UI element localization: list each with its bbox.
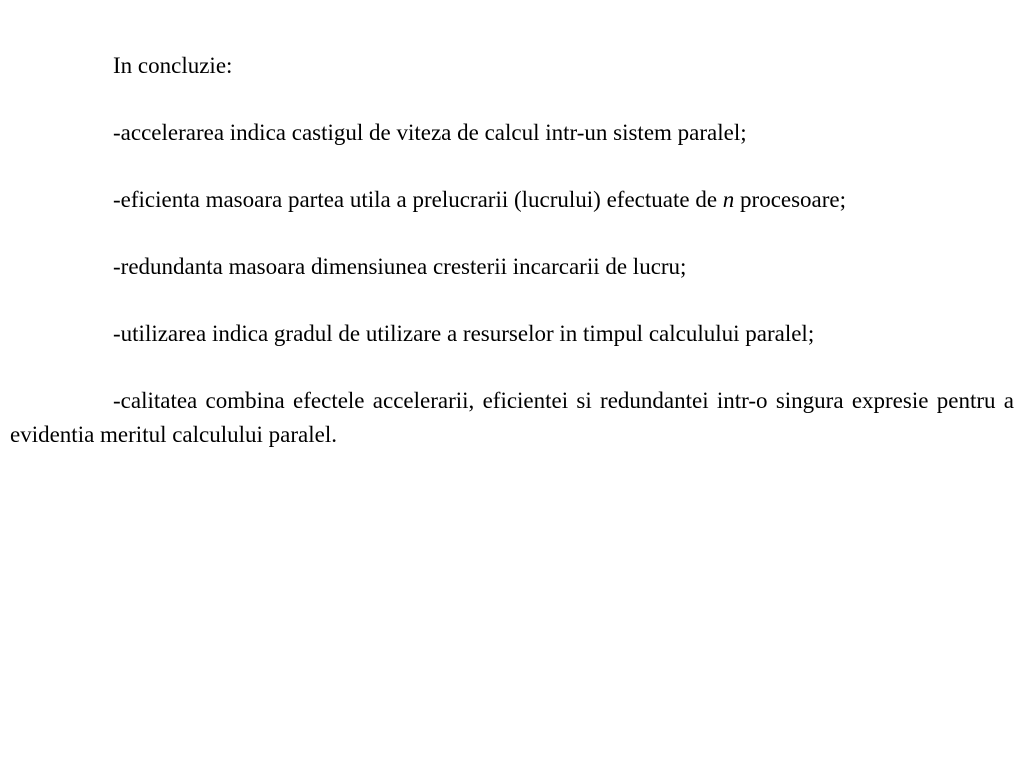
efficiency-text: -eficienta masoara partea utila a prelucrarii (lucrului) efectuate de <box>113 187 723 212</box>
list-item-efficiency <box>10 183 1014 217</box>
document-page <box>10 49 1014 452</box>
list-item-speedup: -accelerarea indica castigul de viteza de calcul intr-un sistem paralel; <box>113 120 747 145</box>
list-item-utilization: -utilizarea indica gradul de utilizare a resurselor in timpul calculului paralel; <box>113 321 815 346</box>
efficiency-text-end: procesoare; <box>734 187 847 212</box>
conclusion-heading: In concluzie: <box>113 53 233 78</box>
n-variable: n <box>722 187 735 212</box>
list-item-quality: -calitatea combina efectele accelerarii, eficientei si redundantei intr-o singura expresie pentru a evidentia meritul calculului paralel. <box>10 388 1014 447</box>
list-item-redundancy: -redundanta masoara dimensiunea cresterii incarcarii de lucru; <box>113 254 687 279</box>
